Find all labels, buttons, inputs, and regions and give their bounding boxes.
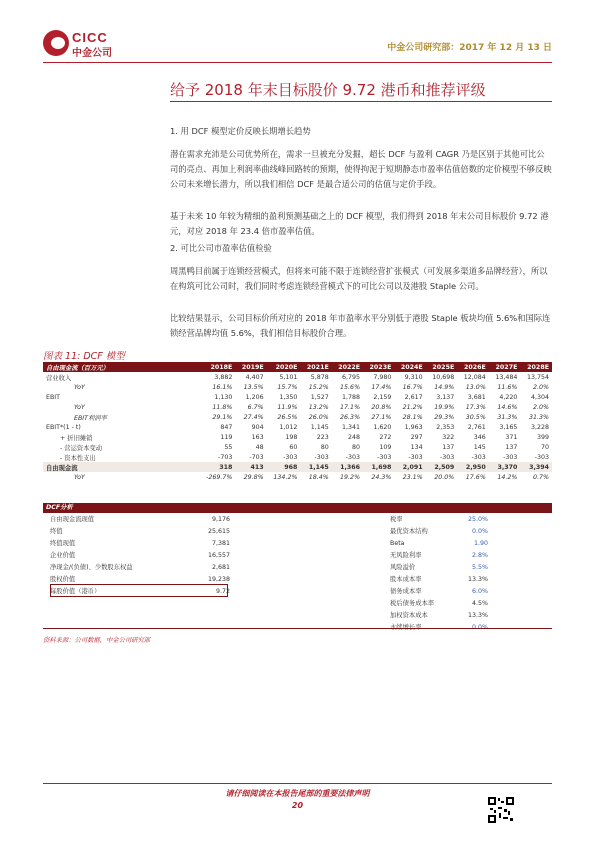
table-cell: 13,484 bbox=[495, 373, 518, 381]
table-cell: 29.3% bbox=[434, 413, 455, 421]
table-row bbox=[43, 402, 552, 412]
table-cell: 13.0% bbox=[465, 383, 486, 391]
table-cell: 3,228 bbox=[530, 423, 549, 431]
table-cell: 11.6% bbox=[497, 383, 518, 391]
table-cell: 968 bbox=[267, 462, 301, 472]
dcf-assumption bbox=[390, 514, 488, 526]
dcf-item-label: 终值现值 bbox=[50, 540, 76, 547]
table-cell: 0.7% bbox=[533, 473, 549, 481]
table-cell: 1,366 bbox=[332, 462, 363, 472]
target-price-highlight bbox=[50, 584, 228, 597]
table-cell: 28.1% bbox=[402, 413, 423, 421]
dcf-assumption bbox=[390, 610, 488, 622]
year-header-cell: 2027E bbox=[489, 362, 521, 372]
subheading-1: 1. 用 DCF 模型定价反映长期增长趋势 bbox=[170, 126, 311, 136]
row-label: - 资本性支出 bbox=[60, 454, 96, 462]
table-cell: 6.7% bbox=[247, 403, 264, 411]
cicc-logo-icon bbox=[43, 30, 69, 56]
table-cell: -303 bbox=[283, 453, 298, 461]
table-cell: 13.5% bbox=[243, 383, 264, 391]
table-cell: 109 bbox=[379, 443, 392, 451]
table-cell: 11.8% bbox=[212, 403, 233, 411]
paragraph-3: 周黑鸭目前属于连锁经营模式，但将来可能不限于连锁经营扩张模式（可发展多渠道多品牌经营），所以在构筑可比公司时，我们同时考虑连锁经营模式下的可比公司以及港股 Staple 公司。 bbox=[170, 266, 548, 291]
table-cell: 1,698 bbox=[363, 462, 394, 472]
table-cell: 223 bbox=[316, 433, 329, 441]
dcf-right-panel bbox=[390, 514, 488, 634]
table-cell: 26.5% bbox=[277, 413, 298, 421]
table-cell: 1,788 bbox=[342, 393, 361, 401]
table-cell: 55 bbox=[224, 443, 233, 451]
section-title: 给予 2018 年末目标股价 9.72 港币和推荐评级 bbox=[170, 81, 486, 99]
table-cell: 145 bbox=[473, 443, 486, 451]
paragraph-4: 比较结果显示，公司目标价所对应的 2018 年市盈率水平分别低于港股 Staple 板块均值 5.6%和国际连锁经营品牌均值 5.6%，我们相信目标股价合理。 bbox=[170, 313, 551, 338]
dcf-assumption bbox=[390, 586, 488, 598]
table-cell: 134.2% bbox=[273, 473, 298, 481]
dcf-item-value: 9.72 bbox=[215, 588, 230, 595]
table-cell: 11.9% bbox=[277, 403, 298, 411]
dcf-item-value: 9,176 bbox=[211, 516, 230, 523]
table-cell: 48 bbox=[255, 443, 264, 451]
table-cell: 14.9% bbox=[434, 383, 455, 391]
year-header-cell: 2021E bbox=[300, 362, 331, 372]
dcf-assumption-value: 25.0% bbox=[467, 516, 488, 523]
table-cell: 12,084 bbox=[463, 373, 486, 381]
table-cell: 15.2% bbox=[308, 383, 329, 391]
dcf-item-label: 净现金/(负债)、少数股东权益 bbox=[50, 564, 133, 571]
table-cell: 13.2% bbox=[308, 403, 329, 411]
table-cell: 26.3% bbox=[340, 413, 361, 421]
table-cell: 1,145 bbox=[300, 462, 331, 472]
row-label: EBIT*(1 - t) bbox=[46, 423, 81, 431]
row-label: 营业收入 bbox=[46, 374, 72, 382]
table-cell: 4,220 bbox=[499, 393, 518, 401]
table-row bbox=[43, 392, 552, 402]
table-cell: 3,681 bbox=[467, 393, 486, 401]
logo-text-cn: 中金公司 bbox=[72, 48, 112, 59]
figure-title: 图表 11: DCF 模型 bbox=[43, 351, 125, 362]
table-cell: -303 bbox=[314, 453, 329, 461]
table-cell: 3,882 bbox=[214, 373, 233, 381]
table-cell: 2,159 bbox=[373, 393, 392, 401]
table-cell: 7,980 bbox=[373, 373, 392, 381]
table-cell: 80 bbox=[352, 443, 361, 451]
dcf-item bbox=[50, 514, 230, 526]
paragraph-1: 潜在需求充沛是公司优势所在，需求一旦被充分发掘，超长 DCF 与盈利 CAGR 乃是区别于其他可比公司的亮点、再加上利润率曲线峰回路转的预期，使得拘泥于短期静态市盈率估值倍数的定价模型不够反映公司未来增长潜力，所以我们相信 DCF 是最合适公司的估值与定价手段。 bbox=[170, 149, 552, 189]
dcf-item bbox=[50, 538, 230, 550]
table-row bbox=[43, 422, 552, 432]
dcf-assumption bbox=[390, 550, 488, 562]
table-row bbox=[43, 412, 552, 422]
table-cell: 1,963 bbox=[404, 423, 423, 431]
dcf-assumption bbox=[390, 538, 488, 550]
table-cell: 3,370 bbox=[489, 462, 521, 472]
dcf-item-value: 19,238 bbox=[207, 576, 230, 583]
table-cell: 198 bbox=[285, 433, 298, 441]
table-cell: -703 bbox=[218, 453, 233, 461]
table-cell: 16.7% bbox=[402, 383, 423, 391]
table-header-row bbox=[43, 362, 552, 372]
dcf-item-label: 自由现金流现值 bbox=[50, 516, 95, 523]
table-cell: -303 bbox=[439, 453, 455, 461]
dcf-header: DCF分析 bbox=[43, 503, 552, 513]
year-header-cell: 2022E bbox=[332, 362, 363, 372]
dcf-assumption bbox=[390, 598, 488, 610]
table-cell: 24.3% bbox=[371, 473, 392, 481]
table-cell: 137 bbox=[505, 443, 518, 451]
dcf-assumption bbox=[390, 526, 488, 538]
dcf-assumption-value: 1.90 bbox=[473, 540, 488, 547]
dcf-assumption bbox=[390, 574, 488, 586]
table-cell: 18.4% bbox=[308, 473, 329, 481]
dcf-assumption-label: 无风险利率 bbox=[390, 552, 422, 559]
table-cell: 17.6% bbox=[465, 473, 486, 481]
table-cell: 248 bbox=[348, 433, 361, 441]
dcf-item-value: 16,557 bbox=[207, 552, 230, 559]
table-cell: -703 bbox=[249, 453, 264, 461]
table-cell: 15.7% bbox=[277, 383, 298, 391]
table-row bbox=[43, 372, 552, 382]
table-cell: 2.0% bbox=[533, 403, 549, 411]
dcf-assumption-label: 最优资本结构 bbox=[390, 528, 428, 535]
table-cell: 346 bbox=[473, 433, 486, 441]
source-divider bbox=[43, 628, 552, 629]
table-cell: 297 bbox=[410, 433, 423, 441]
table-cell: 31.3% bbox=[528, 413, 549, 421]
logo-text-en: CICC bbox=[72, 30, 108, 45]
table-row bbox=[43, 452, 552, 462]
year-header-cell: 2018E bbox=[199, 362, 235, 372]
table-cell: 904 bbox=[251, 423, 264, 431]
table-cell: 80 bbox=[320, 443, 329, 451]
dcf-assumption-label: 加权资本成本 bbox=[390, 612, 428, 619]
table-cell: 27.1% bbox=[371, 413, 392, 421]
table-cell: 17.1% bbox=[340, 403, 361, 411]
table-cell: 137 bbox=[442, 443, 455, 451]
table-cell: 399 bbox=[536, 433, 549, 441]
dcf-item-label: 终值 bbox=[50, 528, 63, 535]
header-divider bbox=[43, 62, 552, 63]
title-divider bbox=[170, 101, 552, 102]
dcf-item bbox=[50, 550, 230, 562]
table-cell: 2.0% bbox=[533, 383, 549, 391]
year-header-cell: 2025E bbox=[426, 362, 458, 372]
table-cell: 2,353 bbox=[436, 423, 455, 431]
table-cell: 163 bbox=[251, 433, 264, 441]
dcf-assumption-label: 股本成本率 bbox=[390, 576, 422, 583]
table-cell: 21.2% bbox=[402, 403, 423, 411]
table-cell: -303 bbox=[408, 453, 423, 461]
table-cell: 2,950 bbox=[457, 462, 489, 472]
year-header-cell: 2024E bbox=[394, 362, 425, 372]
header-date: 中金公司研究部：2017 年 12 月 13 日 bbox=[387, 43, 552, 53]
table-cell: -303 bbox=[534, 453, 549, 461]
table-row bbox=[43, 432, 552, 442]
dcf-item-label: 企业价值 bbox=[50, 552, 76, 559]
table-cell: 19.9% bbox=[434, 403, 455, 411]
table-cell: 19.2% bbox=[340, 473, 361, 481]
table-cell: 20.8% bbox=[371, 403, 392, 411]
dcf-assumption-label: 税率 bbox=[390, 516, 403, 523]
dcf-assumption-value: 6.0% bbox=[472, 588, 488, 595]
table-cell: -303 bbox=[471, 453, 486, 461]
table-cell: 1,620 bbox=[373, 423, 392, 431]
table-cell: 6,795 bbox=[342, 373, 361, 381]
table-cell: 70 bbox=[540, 443, 549, 451]
dcf-assumption-label: Beta bbox=[390, 540, 405, 547]
table-cell: 1,527 bbox=[310, 393, 329, 401]
table-cell: 1,012 bbox=[279, 423, 298, 431]
table-cell: 17.4% bbox=[371, 383, 392, 391]
table-cell: 371 bbox=[505, 433, 518, 441]
qr-code-icon bbox=[488, 797, 514, 823]
row-label: YoY bbox=[74, 403, 85, 411]
table-cell: -303 bbox=[503, 453, 518, 461]
table-cell: 1,341 bbox=[342, 423, 361, 431]
table-cell: 17.3% bbox=[465, 403, 486, 411]
table-cell: 23.1% bbox=[402, 473, 423, 481]
table-cell: 119 bbox=[220, 433, 233, 441]
dcf-item-value: 2,681 bbox=[211, 564, 230, 571]
table-cell: 5,878 bbox=[310, 373, 329, 381]
table-cell: 14.2% bbox=[497, 473, 518, 481]
legal-notice: 请仔细阅读在本报告尾部的重要法律声明 bbox=[225, 789, 370, 798]
table-cell: 134 bbox=[410, 443, 423, 451]
row-label: 自由现金流 bbox=[43, 462, 199, 472]
row-label: EBIT利润率 bbox=[74, 414, 107, 422]
table-cell: 29.8% bbox=[243, 473, 264, 481]
dcf-assumption-label: 债务成本率 bbox=[390, 588, 422, 595]
dcf-assumption-value: 0.0% bbox=[472, 528, 488, 535]
table-cell: 272 bbox=[379, 433, 392, 441]
dcf-item-label: 每股价值（港币） bbox=[50, 588, 101, 595]
source-note: 资料来源：公司数据，中金公司研究部 bbox=[43, 637, 151, 644]
table-cell: 4,304 bbox=[530, 393, 549, 401]
dcf-item-value: 7,381 bbox=[211, 540, 230, 547]
dcf-assumption-label: 风险溢价 bbox=[390, 564, 416, 571]
table-cell: 847 bbox=[220, 423, 233, 431]
dcf-item bbox=[50, 562, 230, 574]
table-cell: 322 bbox=[442, 433, 455, 441]
table-row bbox=[43, 442, 552, 452]
table-cell: -303 bbox=[377, 453, 392, 461]
table-cell: 1,130 bbox=[214, 393, 233, 401]
table-cell: 3,165 bbox=[499, 423, 518, 431]
table-cell: -269.7% bbox=[206, 473, 233, 481]
row-label: EBIT bbox=[46, 393, 61, 401]
dcf-assumption-label: 税后债务成本率 bbox=[390, 600, 435, 607]
table-cell: 2,509 bbox=[426, 462, 458, 472]
paragraph-2: 基于未来 10 年较为精细的盈利预测基础之上的 DCF 模型，我们得到 2018 年末公司目标股价 9.72 港元，对应 2018 年 23.4 倍市盈率估值。 bbox=[170, 211, 549, 236]
subheading-2: 2. 可比公司市盈率估值检验 bbox=[170, 243, 272, 253]
table-cell: 413 bbox=[235, 462, 266, 472]
table-cell: -303 bbox=[345, 453, 361, 461]
table-cell: 1,350 bbox=[279, 393, 298, 401]
dcf-item bbox=[50, 526, 230, 538]
table-header-label: 自由现金流（百万元） bbox=[43, 362, 199, 372]
dcf-assumption-value: 2.8% bbox=[472, 552, 488, 559]
page-number: 20 bbox=[291, 801, 304, 810]
fcf-table bbox=[43, 362, 552, 482]
table-cell: 5,101 bbox=[279, 373, 298, 381]
table-cell: 1,145 bbox=[310, 423, 329, 431]
table-cell: 3,394 bbox=[520, 462, 552, 472]
table-cell: 2,761 bbox=[467, 423, 486, 431]
table-cell: 29.1% bbox=[212, 413, 233, 421]
dcf-assumption-value: 13.3% bbox=[467, 576, 488, 583]
dcf-assumption bbox=[390, 562, 488, 574]
year-header-cell: 2023E bbox=[363, 362, 394, 372]
table-cell: 4,407 bbox=[245, 373, 264, 381]
table-cell: 16.1% bbox=[212, 383, 233, 391]
year-header-cell: 2026E bbox=[457, 362, 489, 372]
dcf-assumption-value: 5.5% bbox=[472, 564, 488, 571]
table-cell: 2,617 bbox=[404, 393, 423, 401]
table-cell: 30.5% bbox=[465, 413, 486, 421]
table-cell: 10,698 bbox=[432, 373, 455, 381]
dcf-assumption-value: 4.5% bbox=[472, 600, 488, 607]
table-cell: 20.0% bbox=[434, 473, 455, 481]
dcf-item-value: 25,615 bbox=[207, 528, 230, 535]
footer-divider bbox=[43, 783, 552, 784]
table-cell: 2,091 bbox=[394, 462, 425, 472]
table-row bbox=[43, 462, 552, 472]
table-cell: 31.3% bbox=[497, 413, 518, 421]
table-cell: 60 bbox=[289, 443, 298, 451]
table-row bbox=[43, 472, 552, 482]
table-row bbox=[43, 382, 552, 392]
table-cell: 14.6% bbox=[497, 403, 518, 411]
year-header-cell: 2020E bbox=[267, 362, 301, 372]
table-cell: 1,206 bbox=[245, 393, 264, 401]
row-label: - 营运资本变动 bbox=[60, 444, 103, 452]
table-cell: 318 bbox=[199, 462, 235, 472]
table-cell: 13,754 bbox=[526, 373, 549, 381]
table-cell: 3,137 bbox=[436, 393, 455, 401]
table-cell: 9,310 bbox=[404, 373, 423, 381]
table-cell: 15.6% bbox=[340, 383, 361, 391]
row-label: YoY bbox=[74, 383, 85, 391]
row-label: + 折旧摊销 bbox=[60, 434, 93, 442]
table-cell: 26.0% bbox=[308, 413, 329, 421]
dcf-item-label: 股权价值 bbox=[50, 576, 76, 583]
table-cell: 27.4% bbox=[243, 413, 264, 421]
row-label: YoY bbox=[74, 473, 85, 481]
dcf-assumption-value: 13.3% bbox=[467, 612, 488, 619]
year-header-cell: 2019E bbox=[235, 362, 266, 372]
year-header-cell: 2028E bbox=[520, 362, 552, 372]
